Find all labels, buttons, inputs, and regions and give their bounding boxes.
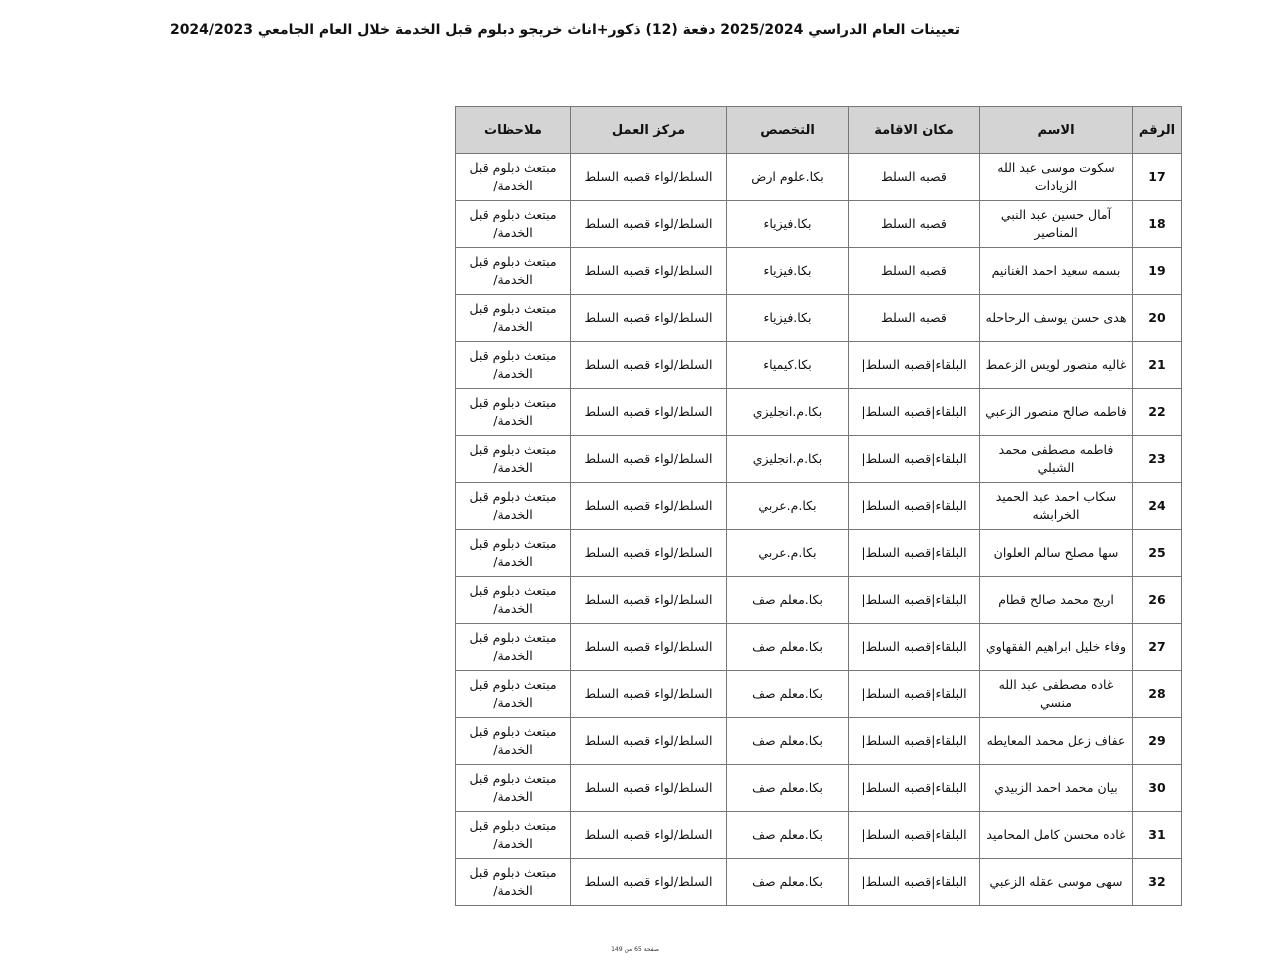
table-row [456, 718, 1182, 765]
cell-residence: البلقاء|قصبه السلط| [849, 812, 980, 859]
cell-name: فاطمه مصطفى محمد الشبلي [980, 436, 1133, 483]
cell-notes: مبتعث دبلوم قبل الخدمة/ [456, 436, 571, 483]
cell-residence: قصبه السلط [849, 154, 980, 201]
cell-number: 25 [1133, 530, 1182, 577]
cell-number: 29 [1133, 718, 1182, 765]
table-row [456, 342, 1182, 389]
cell-notes: مبتعث دبلوم قبل الخدمة/ [456, 295, 571, 342]
cell-specialty: بكا.م.انجليزي [727, 389, 849, 436]
cell-residence: البلقاء|قصبه السلط| [849, 436, 980, 483]
cell-notes: مبتعث دبلوم قبل الخدمة/ [456, 248, 571, 295]
cell-specialty: بكا.م.عربي [727, 530, 849, 577]
table-header-row [456, 107, 1182, 154]
cell-residence: البلقاء|قصبه السلط| [849, 859, 980, 906]
table-row [456, 436, 1182, 483]
cell-specialty: بكا.كيمياء [727, 342, 849, 389]
cell-specialty: بكا.علوم ارض [727, 154, 849, 201]
column-header-work-center: مركز العمل [571, 107, 727, 154]
table-row [456, 389, 1182, 436]
cell-residence: قصبه السلط [849, 248, 980, 295]
cell-name: فاطمه صالح منصور الزعبي [980, 389, 1133, 436]
table-row [456, 859, 1182, 906]
cell-work-center: السلط/لواء قصبه السلط [571, 483, 727, 530]
page-footer: صفحة 65 من 149 [611, 946, 659, 953]
cell-specialty: بكا.فيزياء [727, 201, 849, 248]
table-row [456, 295, 1182, 342]
cell-residence: قصبه السلط [849, 201, 980, 248]
cell-residence: قصبه السلط [849, 295, 980, 342]
cell-notes: مبتعث دبلوم قبل الخدمة/ [456, 812, 571, 859]
cell-notes: مبتعث دبلوم قبل الخدمة/ [456, 577, 571, 624]
cell-name: بيان محمد احمد الزبيدي [980, 765, 1133, 812]
cell-notes: مبتعث دبلوم قبل الخدمة/ [456, 859, 571, 906]
cell-number: 30 [1133, 765, 1182, 812]
cell-residence: البلقاء|قصبه السلط| [849, 342, 980, 389]
cell-specialty: بكا.م.انجليزي [727, 436, 849, 483]
cell-residence: البلقاء|قصبه السلط| [849, 389, 980, 436]
cell-specialty: بكا.معلم صف [727, 671, 849, 718]
cell-number: 23 [1133, 436, 1182, 483]
page-title: تعيينات العام الدراسي 2025/2024 دفعة (12) ذكور+اناث خريجو دبلوم قبل الخدمة خلال العام الجامعي 2024/2023 [169, 22, 960, 38]
cell-number: 18 [1133, 201, 1182, 248]
cell-specialty: بكا.معلم صف [727, 812, 849, 859]
cell-specialty: بكا.معلم صف [727, 718, 849, 765]
table-row [456, 624, 1182, 671]
cell-work-center: السلط/لواء قصبه السلط [571, 248, 727, 295]
cell-work-center: السلط/لواء قصبه السلط [571, 201, 727, 248]
cell-name: هدى حسن يوسف الرحاحله [980, 295, 1133, 342]
cell-specialty: بكا.معلم صف [727, 577, 849, 624]
cell-number: 24 [1133, 483, 1182, 530]
cell-name: غاده مصطفى عبد الله منسي [980, 671, 1133, 718]
cell-work-center: السلط/لواء قصبه السلط [571, 436, 727, 483]
cell-name: آمال حسين عبد النبي المناصير [980, 201, 1133, 248]
cell-number: 26 [1133, 577, 1182, 624]
cell-notes: مبتعث دبلوم قبل الخدمة/ [456, 201, 571, 248]
table-row [456, 671, 1182, 718]
cell-number: 19 [1133, 248, 1182, 295]
cell-work-center: السلط/لواء قصبه السلط [571, 812, 727, 859]
cell-residence: البلقاء|قصبه السلط| [849, 671, 980, 718]
cell-work-center: السلط/لواء قصبه السلط [571, 389, 727, 436]
cell-work-center: السلط/لواء قصبه السلط [571, 624, 727, 671]
cell-work-center: السلط/لواء قصبه السلط [571, 718, 727, 765]
appointments-table [455, 106, 1182, 906]
cell-specialty: بكا.فيزياء [727, 248, 849, 295]
cell-notes: مبتعث دبلوم قبل الخدمة/ [456, 718, 571, 765]
cell-notes: مبتعث دبلوم قبل الخدمة/ [456, 154, 571, 201]
table-row [456, 812, 1182, 859]
cell-work-center: السلط/لواء قصبه السلط [571, 530, 727, 577]
cell-number: 28 [1133, 671, 1182, 718]
table-body [456, 154, 1182, 906]
table-row [456, 201, 1182, 248]
cell-specialty: بكا.فيزياء [727, 295, 849, 342]
cell-name: سكوت موسى عبد الله الزيادات [980, 154, 1133, 201]
cell-name: وفاء خليل ابراهيم الفقهاوي [980, 624, 1133, 671]
cell-notes: مبتعث دبلوم قبل الخدمة/ [456, 530, 571, 577]
cell-name: بسمه سعيد احمد الغنانيم [980, 248, 1133, 295]
cell-work-center: السلط/لواء قصبه السلط [571, 577, 727, 624]
column-header-residence: مكان الاقامة [849, 107, 980, 154]
cell-name: غاليه منصور لويس الزعمط [980, 342, 1133, 389]
cell-residence: البلقاء|قصبه السلط| [849, 530, 980, 577]
cell-residence: البلقاء|قصبه السلط| [849, 765, 980, 812]
cell-number: 22 [1133, 389, 1182, 436]
table-row [456, 154, 1182, 201]
cell-number: 27 [1133, 624, 1182, 671]
cell-notes: مبتعث دبلوم قبل الخدمة/ [456, 483, 571, 530]
cell-work-center: السلط/لواء قصبه السلط [571, 295, 727, 342]
cell-residence: البلقاء|قصبه السلط| [849, 624, 980, 671]
column-header-specialty: التخصص [727, 107, 849, 154]
table-row [456, 248, 1182, 295]
cell-notes: مبتعث دبلوم قبل الخدمة/ [456, 342, 571, 389]
table-row [456, 765, 1182, 812]
cell-work-center: السلط/لواء قصبه السلط [571, 765, 727, 812]
cell-residence: البلقاء|قصبه السلط| [849, 483, 980, 530]
cell-work-center: السلط/لواء قصبه السلط [571, 154, 727, 201]
cell-name: عفاف زعل محمد المعايطه [980, 718, 1133, 765]
table-row [456, 530, 1182, 577]
cell-name: غاده محسن كامل المحاميد [980, 812, 1133, 859]
table-row [456, 577, 1182, 624]
cell-work-center: السلط/لواء قصبه السلط [571, 671, 727, 718]
cell-number: 17 [1133, 154, 1182, 201]
cell-name: اريج محمد صالح قطام [980, 577, 1133, 624]
column-header-name: الاسم [980, 107, 1133, 154]
cell-specialty: بكا.معلم صف [727, 765, 849, 812]
cell-residence: البلقاء|قصبه السلط| [849, 718, 980, 765]
column-header-number: الرقم [1133, 107, 1182, 154]
cell-notes: مبتعث دبلوم قبل الخدمة/ [456, 671, 571, 718]
cell-name: سهى موسى عقله الزعبي [980, 859, 1133, 906]
cell-work-center: السلط/لواء قصبه السلط [571, 342, 727, 389]
cell-specialty: بكا.معلم صف [727, 624, 849, 671]
table-row [456, 483, 1182, 530]
cell-work-center: السلط/لواء قصبه السلط [571, 859, 727, 906]
cell-specialty: بكا.م.عربي [727, 483, 849, 530]
cell-residence: البلقاء|قصبه السلط| [849, 577, 980, 624]
cell-notes: مبتعث دبلوم قبل الخدمة/ [456, 765, 571, 812]
column-header-notes: ملاحظات [456, 107, 571, 154]
cell-number: 20 [1133, 295, 1182, 342]
cell-number: 32 [1133, 859, 1182, 906]
cell-name: سها مصلح سالم العلوان [980, 530, 1133, 577]
cell-notes: مبتعث دبلوم قبل الخدمة/ [456, 624, 571, 671]
cell-notes: مبتعث دبلوم قبل الخدمة/ [456, 389, 571, 436]
cell-specialty: بكا.معلم صف [727, 859, 849, 906]
cell-number: 21 [1133, 342, 1182, 389]
cell-number: 31 [1133, 812, 1182, 859]
cell-name: سكاب احمد عبد الحميد الخرابشه [980, 483, 1133, 530]
